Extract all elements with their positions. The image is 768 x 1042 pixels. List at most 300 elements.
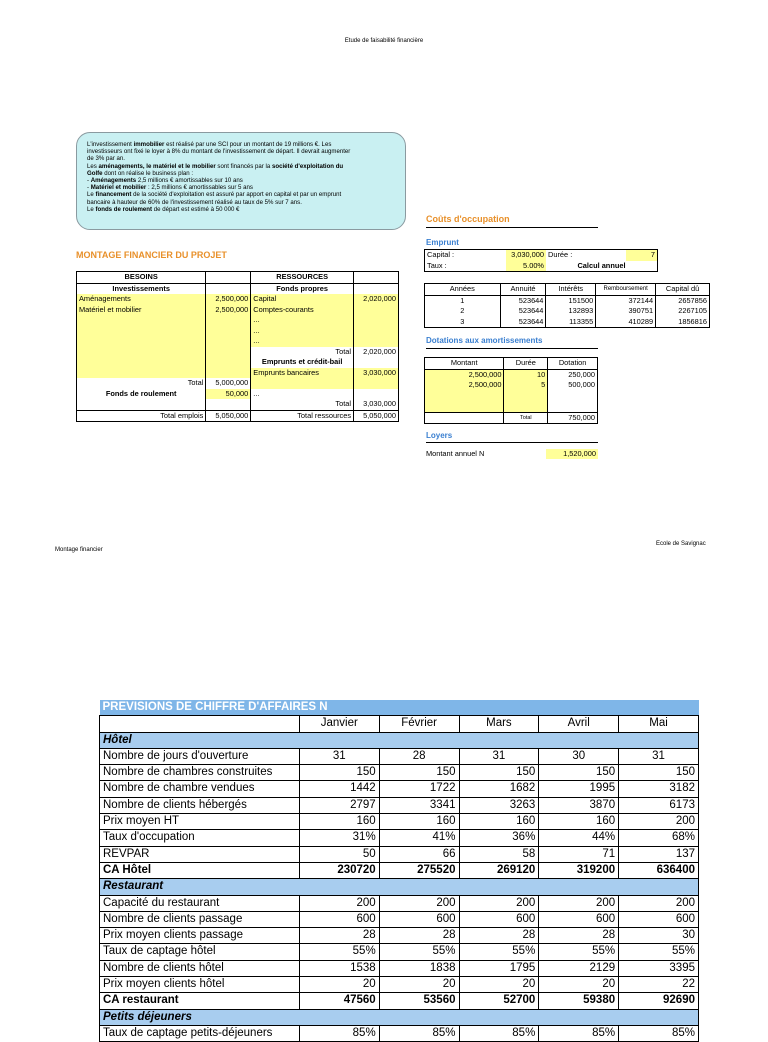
blank-cell [354,378,399,389]
blank-cell [206,368,251,379]
emprunts-credit-header: Emprunts et crédit-bail [251,357,354,368]
value-cell: 600 [379,911,459,927]
amenagements-label: Aménagements [77,294,206,305]
row-label: CA restaurant [100,993,300,1009]
value-cell: 200 [619,895,699,911]
blank-cell [206,315,251,326]
row-label: Prix moyen clients hôtel [100,977,300,993]
section-title: Petits déjeuners [100,1009,699,1025]
value-cell: 150 [379,765,459,781]
total-ressources-label: Total ressources [251,410,354,422]
value-cell: 85% [619,1025,699,1041]
section-title: Restaurant [100,879,699,895]
row-label: Taux d'occupation [100,830,300,846]
remboursement-cell: 372144 [596,295,656,306]
remboursement-cell: 390751 [596,306,656,317]
blank-cell [77,368,206,379]
info-emphasis: société d'exploitation du [271,162,344,170]
table-row [100,748,699,764]
value-cell: 6173 [619,797,699,813]
blank-cell [354,336,399,347]
info-text: est réalisé par une SCI pour un montant de 19 millions €. Les [164,141,332,148]
duree-value: 7 [626,250,658,261]
row-label: Nombre de chambre vendues [100,781,300,797]
value-cell: 31 [299,748,379,764]
value-cell: 200 [379,895,459,911]
value-cell: 85% [539,1025,619,1041]
loyers-value: 1,520,000 [546,449,598,459]
info-text: de la société d'exploitation est assuré par apport en capital et par un emprunt [131,191,342,199]
dotations-title: Dotations aux amortissements [426,336,543,345]
investissements-header: Investissements [77,283,206,294]
capital-du-cell: 1856816 [656,317,710,328]
info-emphasis: aménagements, le matériel et le mobilier [98,162,216,170]
value-cell: 28 [459,928,539,944]
value-cell: 150 [539,765,619,781]
total-value: 750,000 [548,412,598,424]
emprunts-bancaires-label: Emprunts bancaires [251,368,354,379]
materiel-value: 2,500,000 [206,305,251,316]
info-text: dont on réalise le business plan : [102,169,194,177]
value-cell: 55% [379,944,459,960]
interets-cell: 151500 [546,295,596,306]
fonds-propres-header: Fonds propres [251,283,354,294]
blank-cell [354,326,399,337]
total-emplois-value: 5,050,000 [206,410,251,422]
year-cell: 2 [425,306,501,317]
blank-cell [206,399,251,410]
value-cell: 68% [619,830,699,846]
value-cell: 31 [619,748,699,764]
value-cell: 160 [299,814,379,830]
capital-value: 3,030,000 [506,250,546,261]
forecast-title-row [100,700,699,716]
table-row [100,830,699,846]
value-cell: 30 [539,748,619,764]
emprunt-title: Emprunt [426,238,459,247]
dotations-row [425,369,598,380]
blank-cell [206,347,251,358]
section-row [100,732,699,748]
info-line [87,199,395,206]
blank-cell [77,326,206,337]
info-text: - [87,177,91,185]
schedule-header [425,284,710,296]
value-cell: 1995 [539,781,619,797]
montage-row [77,357,399,368]
dots-label: ... [251,315,354,326]
couts-divider [426,227,598,228]
loyers-title: Loyers [426,431,453,440]
value-cell: 30 [619,928,699,944]
value-cell: 58 [459,846,539,862]
dotations-row [425,391,598,413]
capital-du-cell: 2267105 [656,306,710,317]
dotations-divider [426,348,598,349]
montant-cell: 2,500,000 [425,380,504,391]
value-cell: 20 [539,977,619,993]
value-cell: 28 [379,928,459,944]
value-cell: 200 [459,895,539,911]
row-label: Nombre de chambres construites [100,765,300,781]
value-cell: 150 [459,765,539,781]
value-cell: 20 [299,977,379,993]
taux-label: Taux : [425,261,507,272]
fonds-roulement-label: Fonds de roulement [77,389,206,400]
couts-title: Coûts d'occupation [426,214,510,224]
info-text: 2,5 millions € amortissables sur 10 ans [136,177,243,185]
info-text: - [87,184,91,192]
info-text: : 2,5 millions € amortissables sur 5 ans [146,184,253,192]
value-cell: 200 [539,895,619,911]
value-cell: 20 [459,977,539,993]
info-line [87,184,395,191]
besoins-header: BESOINS [77,272,206,284]
row-label: Prix moyen clients passage [100,928,300,944]
table-row [100,993,699,1009]
interets-header: Intérêts [546,284,596,296]
value-cell: 1722 [379,781,459,797]
fonds-roulement-value: 50,000 [206,389,251,400]
value-cell: 85% [379,1025,459,1041]
page-header: Etude de faisabilité financière [344,38,424,44]
total-ressources-value: 5,050,000 [354,410,399,422]
loyers-divider [426,442,598,443]
loyers-label: Montant annuel N [426,449,485,458]
section-row [100,879,699,895]
value-cell: 50 [299,846,379,862]
emprunts-bancaires-value: 3,030,000 [354,368,399,379]
info-emphasis: Aménagements [90,177,137,185]
value-cell: 636400 [619,862,699,878]
page-footer-right: Ecole de Savignac [656,541,706,547]
value-cell: 71 [539,846,619,862]
blank-cell [354,305,399,316]
table-row [100,944,699,960]
schedule-row [425,295,710,306]
value-cell: 3395 [619,960,699,976]
blank-cell [354,272,399,284]
dotations-row [425,380,598,391]
montage-row [77,305,399,316]
row-label: Nombre de clients passage [100,911,300,927]
annuite-cell: 523644 [500,295,546,306]
info-text: Le [87,191,96,199]
table-row [100,862,699,878]
info-line [87,177,395,184]
info-line [87,155,395,162]
value-cell: 269120 [459,862,539,878]
blank-cell [354,389,399,400]
value-cell: 85% [459,1025,539,1041]
month-header: Mai [619,716,699,732]
montage-row [77,399,399,410]
value-cell: 52700 [459,993,539,1009]
montage-row [77,336,399,347]
info-emphasis: immobilier [133,141,165,148]
page-footer-left: Montage financier [55,547,103,553]
montage-head-row [77,272,399,284]
total-fp-value: 2,020,000 [354,347,399,358]
montage-row [77,283,399,294]
info-text: sont financés par la [215,162,272,170]
total-emprunts-label: Total [251,399,354,410]
blank-cell [504,391,548,413]
montage-row [77,410,399,422]
blank-cell [206,326,251,337]
blank-cell [354,283,399,294]
blank-cell [77,336,206,347]
annuite-cell: 523644 [500,317,546,328]
info-text: Le [87,205,96,213]
dotation-header: Dotation [548,358,598,370]
total-emplois-label: Total emplois [77,410,206,422]
total-inv-label: Total [77,378,206,389]
annees-header: Années [425,284,501,296]
month-header: Mars [459,716,539,732]
info-text: investisseurs ont fixé le loyer à 8% du montant de l'investissement de départ. Il devrait augmenter [87,148,351,156]
section-row [100,1009,699,1025]
remboursement-cell: 410289 [596,317,656,328]
value-cell: 59380 [539,993,619,1009]
info-text: L'investissement [87,141,134,148]
value-cell: 600 [459,911,539,927]
montage-row [77,347,399,358]
value-cell: 150 [619,765,699,781]
value-cell: 53560 [379,993,459,1009]
table-row [100,928,699,944]
capital-label: Capital : [425,250,507,261]
montage-row [77,326,399,337]
emprunt-schedule [424,283,710,328]
row-label: REVPAR [100,846,300,862]
info-line [87,148,395,155]
duree-label: Durée : [546,250,626,261]
info-line [87,191,395,198]
blank-cell [206,272,251,284]
capital-value: 2,020,000 [354,294,399,305]
value-cell: 55% [299,944,379,960]
value-cell: 31 [459,748,539,764]
blank-cell [77,315,206,326]
ressources-header: RESSOURCES [251,272,354,284]
value-cell: 150 [299,765,379,781]
month-header-row [100,716,699,732]
montant-header: Montant [425,358,504,370]
table-row [100,960,699,976]
value-cell: 28 [299,928,379,944]
value-cell: 55% [619,944,699,960]
duree-cell: 5 [504,380,548,391]
section-title: Hôtel [100,732,699,748]
info-line [87,163,395,170]
total-label: Total [504,412,548,424]
annuite-cell: 523644 [500,306,546,317]
value-cell: 1838 [379,960,459,976]
value-cell: 66 [379,846,459,862]
montage-row [77,294,399,305]
year-cell: 3 [425,317,501,328]
blank-cell [354,357,399,368]
total-inv-value: 5,000,000 [215,378,249,387]
montant-cell: 2,500,000 [425,369,504,380]
montage-row [77,315,399,326]
taux-value: 5.00% [506,261,546,272]
month-header: Janvier [299,716,379,732]
info-text: de 3% par an. [87,155,125,163]
value-cell: 1538 [299,960,379,976]
info-emphasis: Matériel et mobilier [90,184,147,192]
value-cell: 92690 [619,993,699,1009]
value-cell: 600 [299,911,379,927]
value-cell: 55% [539,944,619,960]
year-cell: 1 [425,295,501,306]
total-fp-label: Total [251,347,354,358]
duree-header: Durée [504,358,548,370]
info-emphasis: fonds de roulement [95,205,153,213]
emprunt-row [425,250,658,261]
blank-cell [206,357,251,368]
value-cell: 160 [379,814,459,830]
value-cell: 1682 [459,781,539,797]
table-row [100,765,699,781]
blank-cell [206,336,251,347]
schedule-row [425,317,710,328]
value-cell: 1442 [299,781,379,797]
dotations-table [424,357,598,424]
comptes-courants-label: Comptes-courants [251,305,354,316]
table-row [100,781,699,797]
total-emprunts-value: 3,030,000 [354,399,399,410]
table-row [100,895,699,911]
blank-cell [425,412,504,424]
row-label: Nombre de jours d'ouverture [100,748,300,764]
capital-du-cell: 2657856 [656,295,710,306]
value-cell: 2797 [299,797,379,813]
capital-du-header: Capital dû [656,284,710,296]
dots-label: ... [251,326,354,337]
info-box [76,132,406,230]
value-cell: 600 [619,911,699,927]
info-text: bancaire à hauteur de 60% de l'investissement réalisé au taux de 5% sur 7 ans. [87,198,302,206]
row-label: Nombre de clients hébergés [100,797,300,813]
blank-cell [548,391,598,413]
schedule-row [425,306,710,317]
value-cell: 3870 [539,797,619,813]
annuite-header: Annuité [500,284,546,296]
blank-cell [77,357,206,368]
row-label: Taux de captage hôtel [100,944,300,960]
emprunt-params [424,249,658,272]
dots-label: ... [251,336,354,347]
table-row [100,797,699,813]
value-cell: 85% [299,1025,379,1041]
forecast-title: PREVISIONS DE CHIFFRE D'AFFAIRES N [100,700,699,716]
value-cell: 137 [619,846,699,862]
value-cell: 31% [299,830,379,846]
emprunt-row [425,261,658,272]
dotations-header [425,358,598,370]
info-emphasis: Golfe [87,169,103,177]
table-row [100,814,699,830]
table-row [100,977,699,993]
value-cell: 200 [619,814,699,830]
row-label: Nombre de clients hôtel [100,960,300,976]
blank-cell [100,716,300,732]
table-row [100,1025,699,1041]
row-label: Capacité du restaurant [100,895,300,911]
row-label: CA Hôtel [100,862,300,878]
montage-row [77,368,399,379]
info-line [87,141,395,148]
value-cell: 22 [619,977,699,993]
value-cell: 41% [379,830,459,846]
value-cell: 275520 [379,862,459,878]
value-cell: 319200 [539,862,619,878]
montage-row [77,389,399,400]
blank-cell [354,315,399,326]
dotation-cell: 500,000 [548,380,598,391]
value-cell: 160 [539,814,619,830]
month-header: Avril [539,716,619,732]
montage-table [76,271,399,422]
dots-label: ... [251,389,354,400]
value-cell: 36% [459,830,539,846]
value-cell: 55% [459,944,539,960]
value-cell: 2129 [539,960,619,976]
montage-title: MONTAGE FINANCIER DU PROJET [76,250,227,260]
dotations-total-row [425,412,598,424]
interets-cell: 132893 [546,306,596,317]
info-line [87,170,395,177]
blank-cell [77,347,206,358]
table-row [100,911,699,927]
blank-cell [206,283,251,294]
row-label: Taux de captage petits-déjeuners [100,1025,300,1041]
table-row [100,846,699,862]
blank-cell [251,378,354,389]
row-label: Prix moyen HT [100,814,300,830]
value-cell: 3182 [619,781,699,797]
amenagements-value: 2,500,000 [206,294,251,305]
value-cell: 28 [539,928,619,944]
blank-cell [77,399,206,410]
value-cell: 3341 [379,797,459,813]
interets-cell: 113355 [546,317,596,328]
value-cell: 1795 [459,960,539,976]
info-text: Les [87,162,99,170]
value-cell: 20 [379,977,459,993]
value-cell: 44% [539,830,619,846]
dotation-cell: 250,000 [548,369,598,380]
month-header: Février [379,716,459,732]
info-text: de départ est estimé à 50 000 € [152,205,240,213]
value-cell: 230720 [299,862,379,878]
capital-label: Capital [251,294,354,305]
forecast-table [99,700,699,1042]
materiel-label: Matériel et mobilier [77,305,206,316]
montage-row [77,378,399,389]
info-line [87,206,395,213]
value-cell: 47560 [299,993,379,1009]
value-cell: 28 [379,748,459,764]
remboursement-header: Remboursement [596,284,656,296]
value-cell: 200 [299,895,379,911]
info-emphasis: financement [95,191,132,199]
value-cell: 600 [539,911,619,927]
value-cell: 3263 [459,797,539,813]
blank-cell [425,391,504,413]
